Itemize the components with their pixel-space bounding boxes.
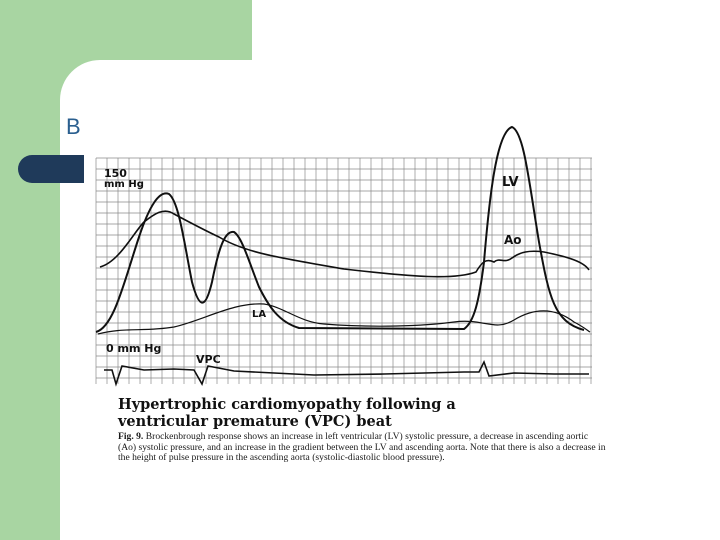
scale-top-unit: mm Hg xyxy=(104,179,144,190)
figure-title-line-2: ventricular premature (VPC) beat xyxy=(118,413,392,430)
figure-caption xyxy=(118,432,606,464)
ecg-trace xyxy=(104,362,589,384)
caption-text: Brockenbrough response shows an increase in left ventricular (LV) systolic pressure, a decrease in ascending aortic (Ao) systolic pressure, and an increase in the gradient between the LV and ascending aorta. Note that there is also a decrease in the height of pulse pressure in the ascending aorta (systolic-diastolic blood pressure). xyxy=(118,431,606,464)
figure-title-line-1: Hypertrophic cardiomyopathy following a xyxy=(118,396,456,413)
pressure-tracing-graphic xyxy=(84,122,608,402)
slide-title: B xyxy=(66,114,81,139)
scale-bottom-label: 0 mm Hg xyxy=(106,342,162,355)
la-label: LA xyxy=(252,309,267,320)
grid-paper xyxy=(96,158,592,384)
la-pressure-trace xyxy=(98,304,590,334)
vpc-label: VPC xyxy=(196,353,221,366)
scale-top-value: 150 xyxy=(104,167,127,180)
ao-label: Ao xyxy=(504,233,522,247)
caption-figure-label: Fig. 9. xyxy=(118,431,144,442)
lv-label: LV xyxy=(502,175,519,190)
scanned-pressure-tracing-figure xyxy=(84,122,608,498)
figure-title xyxy=(118,396,588,430)
